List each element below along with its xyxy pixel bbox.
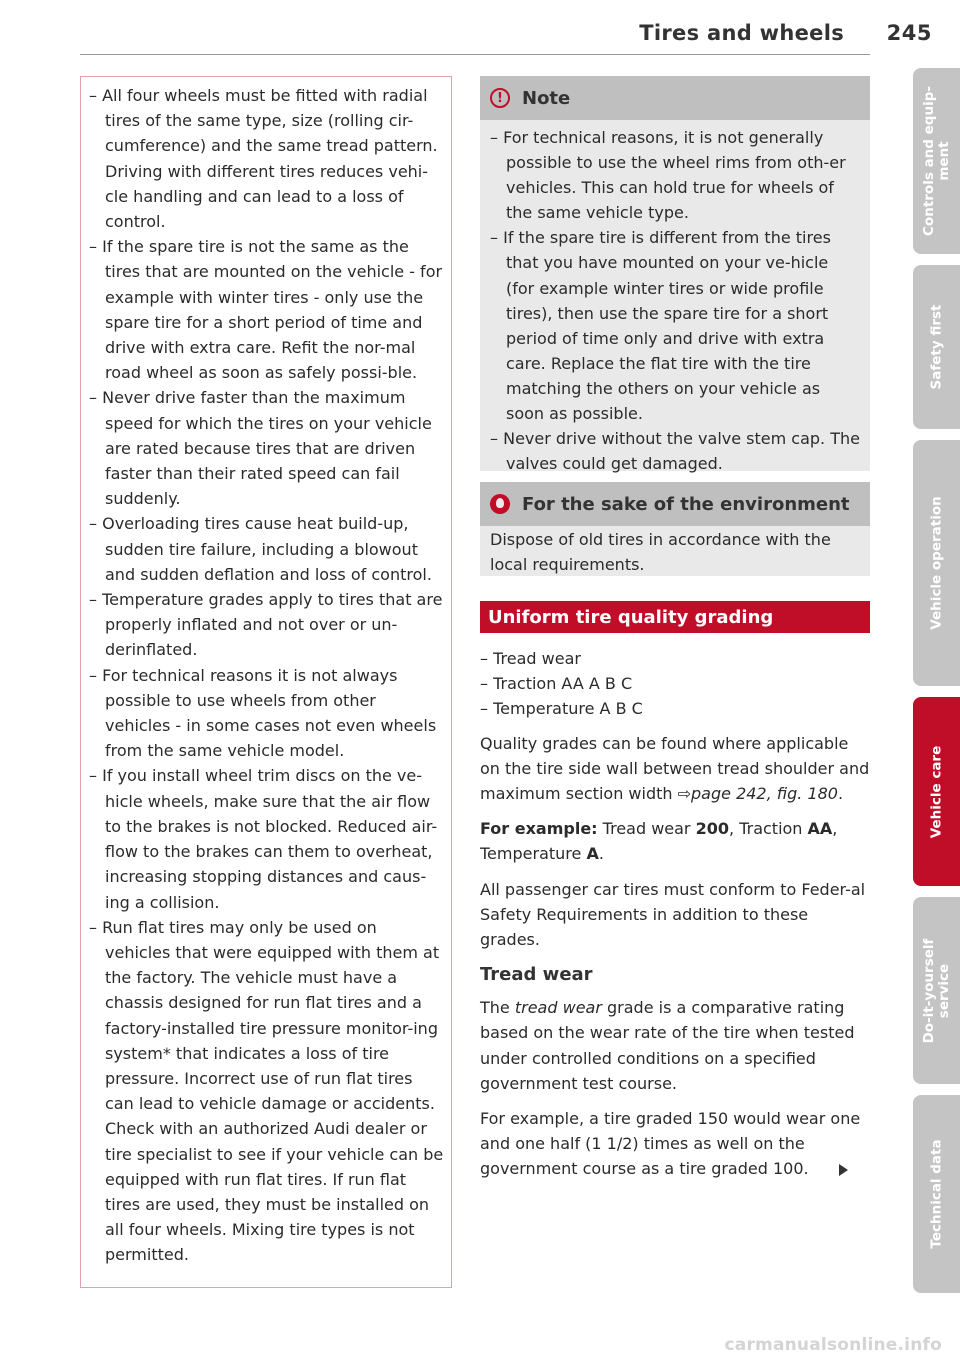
tread-term: tread wear: [514, 998, 602, 1018]
example-text: , Temperature: [480, 819, 838, 864]
tread-text: The: [480, 998, 510, 1018]
side-tab-label: Controls and equip- ment: [920, 86, 952, 236]
side-tab-label: Technical data: [928, 1139, 944, 1249]
federal-paragraph: All passenger car tires must conform to Feder-al Safety Requirements in addition to these grades.: [480, 879, 866, 950]
note-heading: [480, 76, 870, 120]
note-box: [480, 76, 870, 474]
tread-text: grade is a comparative rating based on the wear rate of the tire when tested under controlled conditions on a specified government test course.: [480, 998, 855, 1093]
tread-paragraph: [480, 995, 870, 1096]
warning-box: [80, 76, 452, 1288]
warning-item: – For technical reasons it is not always possible to use wheels from other vehicles - in some cases not even wheels from the same vehicle model.: [89, 663, 445, 764]
example-text: , Traction: [729, 819, 803, 839]
quality-text-end: .: [837, 784, 844, 804]
running-header-title: Tires and wheels: [639, 21, 844, 45]
cross-reference-link[interactable]: page 242, fig. 180: [691, 784, 838, 804]
quality-text: Quality grades can be found where applicable on the tire side wall between tread shoulder and maximum section width: [480, 733, 870, 804]
warning-item: – All four wheels must be fitted with radial tires of the same type, size (rolling cir-cumference) and the same tread pattern. Driving with different tires reduces vehi-cle handling and can lead to a loss of control.: [89, 83, 445, 234]
quality-paragraph: [480, 731, 870, 807]
tread-example-paragraph: [480, 1106, 870, 1182]
side-tab-technical-data[interactable]: [913, 1095, 960, 1293]
continue-arrow-icon: [839, 1164, 848, 1176]
header-divider: [80, 54, 870, 55]
note-item: – If the spare tire is different from the tires that you have mounted on your ve-hicle (for example winter tires or wide profile tires), then use the spare tire for a short period of time only and drive with extra care. Replace the flat tire with the tire matching the others on your vehicle as soon as possible.: [490, 225, 860, 426]
cross-reference-arrow-icon: ⇨: [677, 784, 692, 804]
environment-text: Dispose of old tires in accordance with the local requirements.: [490, 530, 831, 575]
side-tab-label: Safety first: [928, 304, 944, 390]
note-list: [480, 125, 870, 476]
warning-item: – Overloading tires cause heat build-up, sudden tire failure, including a blowout and sudden deflation and loss of control.: [89, 511, 445, 587]
example-text: .: [598, 844, 604, 864]
tread-example-text: For example, a tire graded 150 would wear one and one half (1 1/2) times as well on the government course as a tire graded 100.: [480, 1109, 861, 1179]
side-tab-label: Do-it-yourself service: [920, 938, 952, 1043]
exclamation-icon: !: [490, 88, 510, 108]
warning-item: – If you install wheel trim discs on the ve-hicle wheels, make sure that the air flow to the brakes is not blocked. Reduced air-flow to the brakes can them to overheat, increasing stopping distances and caus-ing a collision.: [89, 763, 445, 914]
environment-box: [480, 482, 870, 576]
warning-item: – If the spare tire is not the same as the tires that are mounted on the vehicle - for example with winter tires - only use the spare tire for a short period of time and drive with extra care. Refit the nor-mal road wheel as soon as safely possi-ble.: [89, 234, 445, 385]
note-title: Note: [522, 87, 571, 109]
example-value: 200: [695, 819, 730, 839]
side-tab-vehicle-care[interactable]: [913, 697, 960, 886]
section-heading: Uniform tire quality grading: [480, 601, 870, 633]
grade-list: [480, 646, 870, 722]
example-value: A: [586, 844, 599, 864]
grade-item: – Traction AA A B C: [480, 671, 870, 696]
page-number: 245: [886, 21, 932, 45]
environment-heading: [480, 482, 870, 526]
grade-item: – Temperature A B C: [480, 696, 870, 721]
environment-leaf-icon: [490, 494, 510, 514]
example-value: AA: [807, 819, 833, 839]
side-tab-controls-and-equipment[interactable]: [913, 68, 960, 254]
side-tab-vehicle-operation[interactable]: [913, 440, 960, 686]
example-label: For example:: [480, 819, 598, 839]
footer-watermark[interactable]: carmanualsonline.info: [724, 1335, 942, 1355]
warning-item: – Never drive faster than the maximum speed for which the tires on your vehicle are rated because tires that are driven faster than their rated speed can fail suddenly.: [89, 385, 445, 511]
environment-title: For the sake of the environment: [522, 493, 850, 515]
side-tab-do-it-yourself-service[interactable]: [913, 897, 960, 1084]
grade-item: – Tread wear: [480, 646, 870, 671]
note-item: – Never drive without the valve stem cap. The valves could get damaged.: [490, 426, 860, 476]
section-body: [480, 646, 870, 1182]
example-text: Tread wear: [602, 819, 691, 839]
warning-item: – Temperature grades apply to tires that are properly inflated and not over or un-derinflated.: [89, 587, 445, 663]
example-paragraph: [480, 816, 870, 866]
side-tab-safety-first[interactable]: [913, 265, 960, 429]
side-tab-label: Vehicle operation: [928, 496, 944, 630]
tread-wear-heading: Tread wear: [480, 964, 593, 986]
warning-item: – Run flat tires may only be used on vehicles that were equipped with them at the factory. The vehicle must have a chassis designed for run flat tires and a factory-installed tire pressure monitor-ing system* that indicates a loss of tire pressure. Incorrect use of run flat tires can lead to vehicle damage or accidents. Check with an authorized Audi dealer or tire specialist to see if your vehicle can be equipped with run flat tires. If run flat tires are used, they must be installed on all four wheels. Mixing tire types is not permitted.: [89, 915, 445, 1268]
warning-list: [89, 83, 445, 1268]
side-tab-label: Vehicle care: [928, 745, 944, 838]
note-item: – For technical reasons, it is not generally possible to use the wheel rims from oth-er vehicles. This can hold true for wheels of the same vehicle type.: [490, 125, 860, 225]
